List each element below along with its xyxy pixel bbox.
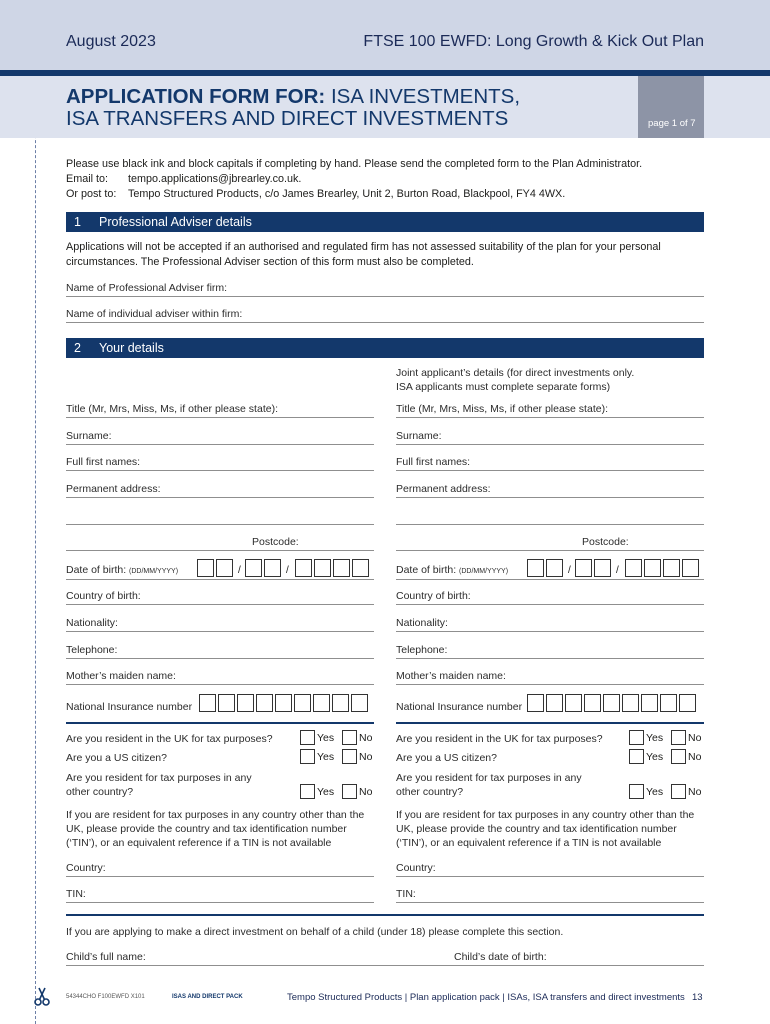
digit-box[interactable] [546,559,563,577]
applicant2-surname-field[interactable]: Surname: [396,430,704,445]
cut-line [35,0,36,1024]
section-1-number: 1 [74,215,81,229]
applicant2-tin-note [396,808,694,850]
applicant1-dob-format: (DD/MM/YYYY) [129,568,179,575]
applicant1-address-field[interactable]: Permanent address: [66,483,374,498]
digit-box[interactable] [663,559,680,577]
digit-box[interactable] [264,559,281,577]
no-label: No [359,732,373,744]
footer-text: Tempo Structured Products | Plan application pack | ISAs, ISA transfers and direct investments [287,992,685,1003]
digit-box[interactable] [565,694,582,712]
dob-separator: / [238,565,241,576]
applicant1-tax-divider [66,722,374,724]
yes-label: Yes [317,732,335,744]
applicant1-dob-month[interactable] [245,559,281,577]
applicant1-telephone-field[interactable]: Telephone: [66,644,374,659]
digit-box[interactable] [622,694,639,712]
header-band [0,0,770,70]
form-title-rest: ISA INVESTMENTS, [325,85,521,108]
applicant2-other-resident-no-checkbox[interactable] [671,784,686,799]
dob-separator: / [616,565,619,576]
no-label: No [688,732,702,744]
dob-separator: / [286,565,289,576]
adviser-name-field[interactable]: Name of individual adviser within firm: [66,308,704,323]
email-label: Email to: [66,173,109,185]
digit-box[interactable] [625,559,642,577]
footer-code: 54344CHO F100EWFD X101 [66,994,145,1000]
digit-box[interactable] [352,559,369,577]
yes-label: Yes [646,786,664,798]
digit-box[interactable] [199,694,216,712]
yes-label: Yes [646,751,664,763]
applicant2-dob-format: (DD/MM/YYYY) [459,568,509,575]
digit-box[interactable] [333,559,350,577]
applicant2-us-citizen-yes-checkbox[interactable] [629,749,644,764]
section-2-title: Your details [99,341,164,355]
digit-box[interactable] [332,694,349,712]
applicant1-ni-label: National Insurance number [66,701,193,713]
applicant2-address-line2[interactable] [396,510,704,525]
yes-label: Yes [317,786,335,798]
joint-heading-line2: ISA applicants must complete separate forms) [396,381,611,393]
form-title-bold: APPLICATION FORM FOR: [66,85,326,108]
digit-box[interactable] [644,559,661,577]
child-details-field[interactable] [66,951,704,966]
applicant2-uk-resident-question: Are you resident in the UK for tax purposes? [396,733,603,745]
applicant2-uk-resident-no-checkbox[interactable] [671,730,686,745]
page-indicator [638,76,704,138]
digit-box[interactable] [295,559,312,577]
question-line: Are you resident for tax purposes in any [66,772,252,784]
note-line: (‘TIN’), or an equivalent reference if a TIN is not available [396,837,662,849]
adviser-firm-field[interactable]: Name of Professional Adviser firm: [66,282,704,297]
no-label: No [359,751,373,763]
applicant1-maiden-name-field[interactable]: Mother’s maiden name: [66,670,374,685]
section-2-header [66,338,704,358]
applicant2-nationality-field[interactable]: Nationality: [396,617,704,632]
section-1-header [66,212,704,232]
applicant1-dob-label: Date of birth: [66,564,127,576]
applicant2-country-of-birth-field[interactable]: Country of birth: [396,590,704,605]
applicant2-postcode-field[interactable] [396,536,704,551]
applicant2-us-citizen-no-checkbox[interactable] [671,749,686,764]
applicant1-other-resident-yes-checkbox[interactable] [300,784,315,799]
applicant2-country-field[interactable]: Country: [396,862,704,877]
no-label: No [359,786,373,798]
applicant1-tin-field[interactable]: TIN: [66,888,374,903]
dob-separator: / [568,565,571,576]
applicant1-uk-resident-no-checkbox[interactable] [342,730,357,745]
header-plan-name: FTSE 100 EWFD: Long Growth & Kick Out Plan [363,33,704,50]
digit-box[interactable] [641,694,658,712]
post-label: Or post to: [66,188,117,200]
applicant2-maiden-name-field[interactable]: Mother’s maiden name: [396,670,704,685]
applicant1-uk-resident-yes-checkbox[interactable] [300,730,315,745]
footer-pack: ISAS AND DIRECT PACK [172,994,243,1000]
digit-box[interactable] [216,559,233,577]
question-line: Are you resident for tax purposes in any [396,772,582,784]
header-date: August 2023 [66,33,156,50]
digit-box[interactable] [275,694,292,712]
form-title [66,86,520,130]
digit-box[interactable] [546,694,563,712]
page-indicator-text: page 1 of 7 [648,118,696,129]
digit-box[interactable] [527,694,544,712]
email-value[interactable]: tempo.applications@jbrearley.co.uk. [128,173,302,185]
child-section-divider [66,914,704,916]
post-value: Tempo Structured Products, c/o James Brearley, Unit 2, Burton Road, Blackpool, FY4 4WX. [128,188,566,200]
applicant2-tax-divider [396,722,704,724]
applicant2-dob-label: Date of birth: [396,564,457,576]
no-label: No [688,751,702,763]
child-dob-label: Child’s date of birth: [454,951,547,963]
digit-box[interactable] [584,694,601,712]
digit-box[interactable] [679,694,696,712]
digit-box[interactable] [294,694,311,712]
applicant2-dob-year[interactable] [625,559,699,577]
applicant1-us-citizen-yes-checkbox[interactable] [300,749,315,764]
applicant2-uk-resident-yes-checkbox[interactable] [629,730,644,745]
applicant2-other-resident-question [396,771,582,799]
intro-line: Please use black ink and block capitals if completing by hand. Please send the completed form to the Plan Administrator. [66,158,643,170]
child-note: If you are applying to make a direct investment on behalf of a child (under 18) please complete this section. [66,926,564,938]
applicant1-firstnames-field[interactable]: Full first names: [66,456,374,471]
applicant2-firstnames-field[interactable]: Full first names: [396,456,704,471]
yes-label: Yes [317,751,335,763]
applicant1-ni-boxes[interactable] [199,694,368,712]
applicant2-postcode-label: Postcode: [582,536,629,548]
applicant1-dob-day[interactable] [197,559,233,577]
digit-box[interactable] [594,559,611,577]
note-line: UK, please provide the country and tax identification number [396,823,677,835]
applicant2-tin-field[interactable]: TIN: [396,888,704,903]
digit-box[interactable] [603,694,620,712]
applicant2-ni-boxes[interactable] [527,694,696,712]
digit-box[interactable] [197,559,214,577]
applicant1-country-of-birth-field[interactable]: Country of birth: [66,590,374,605]
applicant2-address-field[interactable]: Permanent address: [396,483,704,498]
digit-box[interactable] [218,694,235,712]
digit-box[interactable] [313,694,330,712]
section-1-paragraph: Applications will not be accepted if an authorised and regulated firm has not assessed suitability of the plan for your personal circumstances. The Professional Adviser section of this form must also be completed. [66,241,661,268]
applicant2-other-resident-yes-checkbox[interactable] [629,784,644,799]
digit-box[interactable] [245,559,262,577]
digit-box[interactable] [256,694,273,712]
applicant2-title-field[interactable]: Title (Mr, Mrs, Miss, Ms, if other please state): [396,403,704,418]
digit-box[interactable] [351,694,368,712]
applicant1-other-resident-question [66,771,252,799]
applicant1-postcode-label: Postcode: [252,536,299,548]
question-line: other country? [396,786,464,798]
section-1-title: Professional Adviser details [99,215,252,229]
digit-box[interactable] [660,694,677,712]
no-label: No [688,786,702,798]
note-line: UK, please provide the country and tax identification number [66,823,347,835]
digit-box[interactable] [314,559,331,577]
applicant1-uk-resident-question: Are you resident in the UK for tax purposes? [66,733,273,745]
scissors-icon [32,986,54,1008]
applicant2-telephone-field[interactable]: Telephone: [396,644,704,659]
applicant2-ni-label: National Insurance number [396,701,523,713]
joint-applicant-heading [396,366,634,394]
digit-box[interactable] [575,559,592,577]
applicant1-us-citizen-no-checkbox[interactable] [342,749,357,764]
applicant1-surname-field[interactable]: Surname: [66,430,374,445]
yes-label: Yes [646,732,664,744]
joint-heading-line1: Joint applicant’s details (for direct investments only. [396,367,635,379]
applicant2-dob-month[interactable] [575,559,611,577]
digit-box[interactable] [682,559,699,577]
applicant2-dob-day[interactable] [527,559,563,577]
applicant1-nationality-field[interactable]: Nationality: [66,617,374,632]
applicant1-other-resident-no-checkbox[interactable] [342,784,357,799]
form-title-line2: ISA TRANSFERS AND DIRECT INVESTMENTS [66,107,509,130]
question-line: other country? [66,786,134,798]
applicant1-address-line2[interactable] [66,510,374,525]
applicant2-us-citizen-question: Are you a US citizen? [396,752,497,764]
applicant1-tin-note [66,808,364,850]
child-name-label: Child’s full name: [66,951,146,963]
footer-page-number: 13 [692,992,703,1003]
digit-box[interactable] [527,559,544,577]
applicant1-postcode-field[interactable] [66,536,374,551]
section-2-number: 2 [74,341,81,355]
applicant1-title-field[interactable]: Title (Mr, Mrs, Miss, Ms, if other please state): [66,403,374,418]
applicant1-us-citizen-question: Are you a US citizen? [66,752,167,764]
note-line: If you are resident for tax purposes in any country other than the [396,809,695,821]
note-line: (‘TIN’), or an equivalent reference if a TIN is not available [66,837,332,849]
digit-box[interactable] [237,694,254,712]
intro [66,157,642,202]
note-line: If you are resident for tax purposes in any country other than the [66,809,365,821]
applicant1-country-field[interactable]: Country: [66,862,374,877]
applicant1-dob-year[interactable] [295,559,369,577]
